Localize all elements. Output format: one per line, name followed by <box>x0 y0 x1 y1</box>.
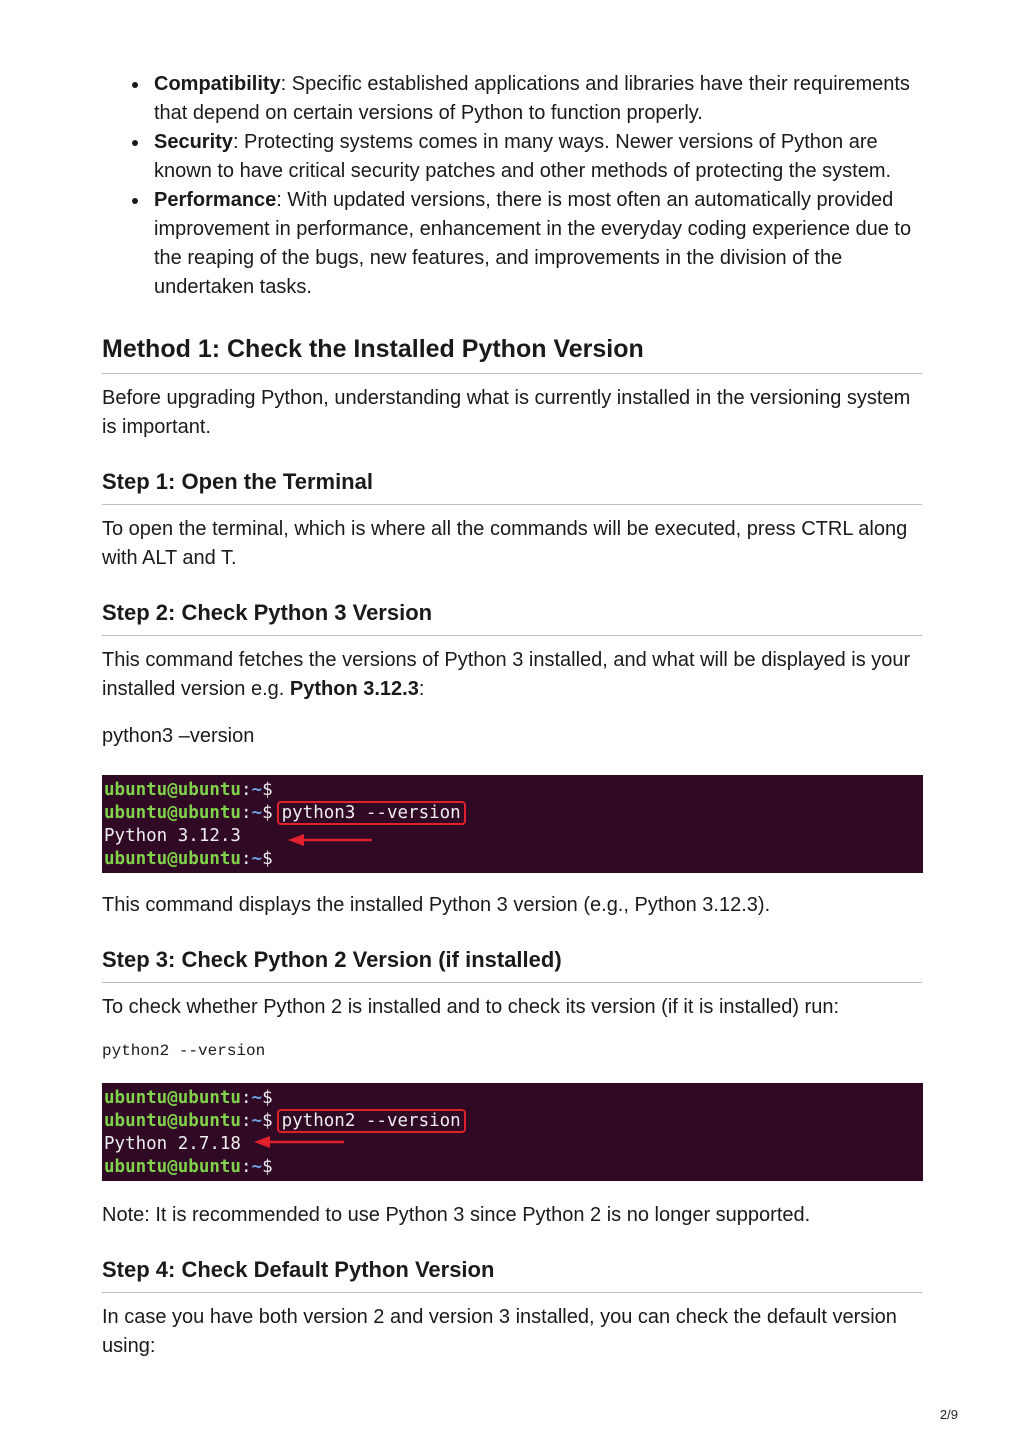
step2-text-bold: Python 3.12.3 <box>289 678 419 700</box>
prompt-sep: : <box>240 780 252 800</box>
prompt-path: ~ <box>251 1111 263 1131</box>
bullet-term: Security <box>154 131 233 153</box>
step4-heading: Step 4: Check Default Python Version <box>102 1256 922 1293</box>
list-item <box>154 128 922 186</box>
bullet-text: : Protecting systems comes in many ways. Newer versions of Python are known to have critical security patches and other methods of protecting the system. <box>154 131 892 182</box>
step3-note: Note: It is recommended to use Python 3 since Python 2 is no longer supported. <box>102 1204 811 1226</box>
step1-heading: Step 1: Open the Terminal <box>102 468 922 505</box>
terminal-line <box>104 1110 923 1133</box>
prompt-dollar: $ <box>262 1088 273 1108</box>
prompt-user: ubuntu@ubuntu <box>104 803 241 823</box>
terminal-line <box>104 779 923 802</box>
method1-intro: Before upgrading Python, understanding what is currently installed in the versioning system is important. <box>102 387 911 438</box>
step3-text: To check whether Python 2 is installed and to check its version (if it is installed) run: <box>102 996 840 1018</box>
prompt-dollar: $ <box>262 1111 273 1131</box>
prompt-sep: : <box>240 1157 252 1177</box>
step3-command: python2 --version <box>102 1042 266 1060</box>
step1-text: To open the terminal, which is where all the commands will be executed, press CTRL along with ALT and T. <box>102 518 908 569</box>
bullet-term: Performance <box>154 189 277 211</box>
step2-text-after: : <box>418 678 425 700</box>
prompt-path: ~ <box>251 849 263 869</box>
step2-command: python3 –version <box>102 725 255 747</box>
terminal-screenshot-python3 <box>102 775 923 873</box>
method1-heading: Method 1: Check the Installed Python Version <box>102 334 922 374</box>
terminal-line <box>104 802 923 825</box>
terminal-output: Python 2.7.18 <box>104 1134 241 1154</box>
prompt-user: ubuntu@ubuntu <box>104 1157 241 1177</box>
prompt-dollar: $ <box>262 780 273 800</box>
prompt-path: ~ <box>251 1157 263 1177</box>
red-arrow-icon <box>254 1135 346 1149</box>
highlighted-command: python2 --version <box>277 1109 466 1133</box>
highlighted-command: python3 --version <box>277 801 466 825</box>
prompt-user: ubuntu@ubuntu <box>104 1111 241 1131</box>
step3-heading: Step 3: Check Python 2 Version (if installed) <box>102 946 922 983</box>
prompt-dollar: $ <box>262 849 273 869</box>
reasons-list <box>102 70 922 302</box>
terminal-line <box>104 1087 923 1110</box>
article-body <box>102 70 922 1361</box>
prompt-sep: : <box>240 849 252 869</box>
step2-after: This command displays the installed Python 3 version (e.g., Python 3.12.3). <box>102 894 771 916</box>
step2-text <box>102 646 922 704</box>
step2-heading: Step 2: Check Python 3 Version <box>102 599 922 636</box>
prompt-user: ubuntu@ubuntu <box>104 849 241 869</box>
red-arrow-icon <box>288 833 374 847</box>
prompt-sep: : <box>240 1088 252 1108</box>
list-item <box>154 70 922 128</box>
prompt-user: ubuntu@ubuntu <box>104 780 241 800</box>
list-item <box>154 186 922 302</box>
terminal-line <box>104 1156 923 1179</box>
bullet-term: Compatibility <box>154 73 281 95</box>
bullet-text: : Specific established applications and libraries have their requirements that depend on certain versions of Python to function properly. <box>154 73 910 124</box>
prompt-sep: : <box>240 1111 252 1131</box>
terminal-line <box>104 848 923 871</box>
prompt-sep: : <box>240 803 252 823</box>
page-number: 2/9 <box>939 1407 958 1422</box>
prompt-path: ~ <box>251 780 263 800</box>
prompt-user: ubuntu@ubuntu <box>104 1088 241 1108</box>
prompt-dollar: $ <box>262 803 273 823</box>
terminal-screenshot-python2 <box>102 1083 923 1181</box>
terminal-output: Python 3.12.3 <box>104 826 241 846</box>
step4-text: In case you have both version 2 and version 3 installed, you can check the default version using: <box>102 1306 897 1357</box>
step2-text-before: This command fetches the versions of Python 3 installed, and what will be displayed is your installed version e.g. <box>102 649 911 700</box>
prompt-path: ~ <box>251 803 263 823</box>
prompt-path: ~ <box>251 1088 263 1108</box>
prompt-dollar: $ <box>262 1157 273 1177</box>
bullet-text: : With updated versions, there is most often an automatically provided improvement in performance, enhancement in the everyday coding experience due to the reaping of the bugs, new features, and improvements in the division of the undertaken tasks. <box>154 189 912 298</box>
